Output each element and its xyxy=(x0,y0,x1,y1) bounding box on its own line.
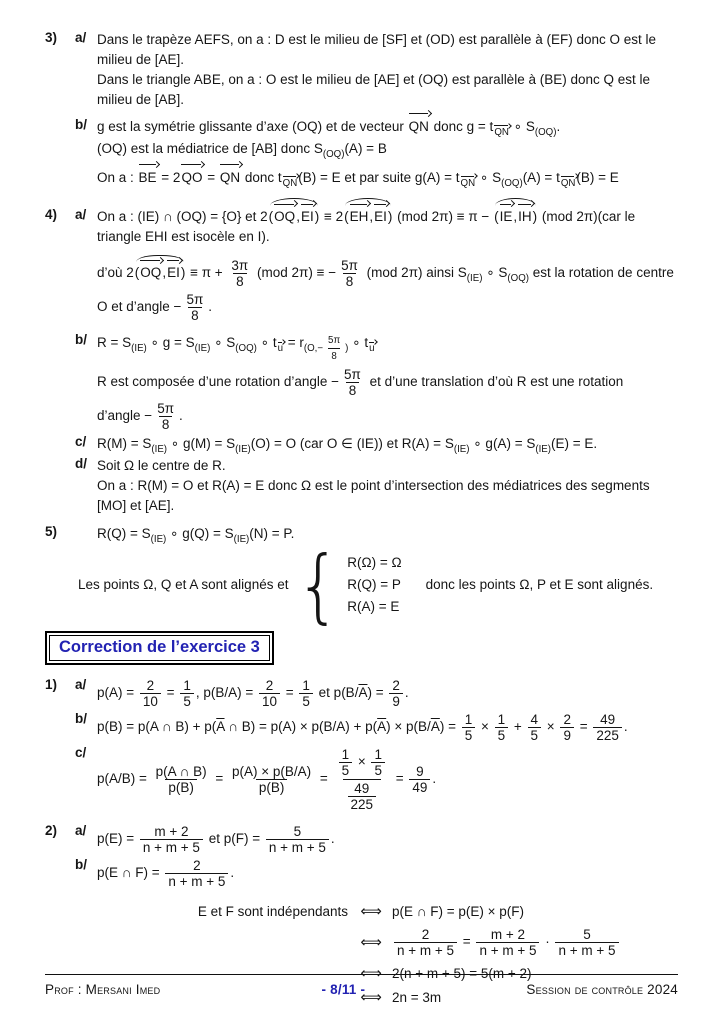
item-number xyxy=(45,366,75,399)
vector-arrow: QN xyxy=(282,177,298,189)
item-number xyxy=(45,711,75,744)
equivalence-arrow-icon: ⟺ xyxy=(360,989,382,1007)
item-label xyxy=(75,70,97,89)
line-content: p(B) = p(A ∩ $B) + p(\overline{A}$ ∩ $B) = p(A) \times p(B/A) + p(\overline{A}) \times p(B/\overline{A})$ = $\frac{1}{5}$ × $\frac{1}{5}$ + $\frac{4}{5}$ × $\frac{2}{9}$ = $\frac{49}{225}$ . xyxy=(97,711,628,743)
subscript: (OQ) xyxy=(322,148,345,160)
fraction xyxy=(228,258,251,289)
item-label xyxy=(75,139,97,160)
fraction-denominator: 225 xyxy=(593,727,622,743)
line-content: p(E ∩ F) = $\frac{2}{n + m + 5}$ . xyxy=(97,857,235,889)
fraction xyxy=(409,764,430,795)
exercise3-title-box xyxy=(45,631,274,665)
math-line xyxy=(45,139,678,160)
line-content: Soit Ω le centre de R. xyxy=(97,458,226,474)
math-line xyxy=(45,677,678,710)
exercise2-correction-lines xyxy=(45,30,678,545)
item-label: b/ xyxy=(75,856,87,872)
item-label xyxy=(75,90,97,109)
fraction-numerator: 5π xyxy=(344,367,361,383)
equivalence-rhs: p(E ∩ F) = p(E) × p(F) xyxy=(392,903,524,919)
line-content: $R(Q) = S_{(IE)}$ ∘ $g(Q) = S_{(IE)}(N) = P$. xyxy=(97,526,295,546)
fraction xyxy=(154,401,177,432)
line-content: d’angle − $\frac{5\pi}{8}$ . xyxy=(97,401,183,433)
vector-arrow: OQ xyxy=(140,265,162,281)
equivalence-arrow-icon: ⟺ xyxy=(360,903,382,921)
fraction-denominator: n + m + 5 xyxy=(140,839,203,855)
exercise3-correction-lines xyxy=(45,677,678,890)
item-label: a/ xyxy=(75,207,87,223)
math-line xyxy=(45,30,678,49)
vector-arrow: QN xyxy=(494,127,509,139)
fraction xyxy=(348,781,377,812)
system-equation: R(A) = E xyxy=(347,599,400,615)
line-content: On a : R(M) = O et R(A) = E donc Ω est le point d’intersection des médiatrices des segments xyxy=(97,478,650,494)
item-label: c/ xyxy=(75,434,87,450)
item-number xyxy=(45,332,75,365)
vector-arrow: IH xyxy=(518,209,532,225)
fraction-numerator: 1 xyxy=(464,711,473,727)
equivalence-rhs: 2(n + m + 5) = 5(m + 2) xyxy=(392,965,532,981)
fraction-denominator: 8 xyxy=(346,382,360,398)
fraction xyxy=(528,712,542,743)
math-line xyxy=(45,711,678,744)
math-line xyxy=(45,227,678,246)
fraction-denominator: n + m + 5 xyxy=(555,942,618,958)
fraction xyxy=(183,292,206,323)
system-left-text: Les points Ω, Q et A sont alignés et xyxy=(78,577,289,593)
subscript: (IE) xyxy=(466,273,483,285)
equivalence-row xyxy=(45,902,678,921)
vector-arrow: BE xyxy=(138,169,157,185)
math-line xyxy=(45,823,678,856)
line-content: Dans le trapèze AEFS, on a : D est le milieu de [SF] et (OD) est parallèle à (EF) donc O est le xyxy=(97,32,656,47)
math-line xyxy=(45,745,678,814)
fraction xyxy=(299,678,313,709)
fraction-denominator: 225 xyxy=(348,796,377,812)
angle-arc: (OQ,EI) xyxy=(134,265,186,281)
subscript xyxy=(493,127,510,138)
fraction-numerator: $\frac{1}{5}$ × $\frac{1}{5}$ xyxy=(334,746,390,779)
item-number xyxy=(45,745,75,814)
vector-arrow: EH xyxy=(349,209,369,225)
item-number xyxy=(45,168,75,189)
fraction-denominator: n + m + 5 xyxy=(165,873,228,889)
footer-rule xyxy=(45,974,678,975)
fraction-numerator: 5 xyxy=(583,926,591,942)
item-label: a/ xyxy=(75,676,87,692)
line-content: Dans le triangle ABE, on a : O est le milieu de [AE] et (OQ) est parallèle à (BE) donc Q est le xyxy=(97,72,651,87)
fraction-denominator: 5 xyxy=(495,727,509,743)
line-content: On a : BE = 2QO = QN donc $t_{QN}(B) = E$ et par suite $g(A) = t_{QN}$ ∘ $S_{(OQ)}(A) = t_{QN}(B) = E$ xyxy=(97,169,619,189)
line-content: $R(M) = S_{(IE)}$ ∘ $g(M) = S_{(IE)}(O) = O$ (car O ∈ (IE)) et $R(A) = S_{(IE)}$ ∘ $g(A) = S_{(IE)}(E) = E$. xyxy=(97,436,598,456)
fraction-denominator: 5 xyxy=(462,727,476,743)
item-label xyxy=(75,168,97,189)
item-number xyxy=(45,90,75,109)
fraction-numerator: 5 xyxy=(293,823,302,839)
subscript: (IE) xyxy=(235,444,251,456)
fraction xyxy=(371,747,385,778)
line-content: O et d’angle − $\frac{5\pi}{8}$ . xyxy=(97,292,213,324)
system-equation: R(Ω) = Ω xyxy=(347,555,402,571)
line-content: (OQ) est la médiatrice de [AB] donc $S_{(OQ)}(A) = B$ xyxy=(97,140,387,160)
line-content: p(E) = $\frac{m + 2}{n + m + 5}$ et p(F) = $\frac{5}{n + m + 5}$ . xyxy=(97,823,335,855)
fraction xyxy=(338,258,361,289)
line-content: p(A) = $\frac{2}{10}$ = $\frac{1}{5}$ , p(B/A) = $\frac{2}{10}$ = $\frac{1}{5}$ et $p(B/\overline{A})$ = $\frac{2}{9}$ . xyxy=(97,677,409,709)
subscript xyxy=(460,178,477,189)
fraction-denominator: n + m + 5 xyxy=(266,839,329,855)
math-line xyxy=(45,524,678,545)
subscript xyxy=(368,343,375,354)
item-label: a/ xyxy=(75,30,87,45)
line-content: milieu de [AE]. xyxy=(97,52,185,67)
item-label xyxy=(75,476,97,495)
line-content: On a : (IE) ∩ (OQ) = {O} et 2(OQ,EI) ≡ 2(EH,EI) (mod 2π) ≡ π − (IE,IH) (mod 2π)(car le xyxy=(97,209,636,225)
fraction-numerator: p(A) × p(B/A) xyxy=(232,763,312,779)
fraction-denominator: 8 xyxy=(188,307,202,323)
vector-arrow: IE xyxy=(499,209,513,225)
fraction xyxy=(593,712,622,743)
fraction xyxy=(259,678,280,709)
fraction xyxy=(555,927,618,958)
fraction-numerator: 1 xyxy=(302,677,310,693)
fraction-numerator: p(A ∩ B) xyxy=(155,763,207,779)
item-number: 5) xyxy=(45,524,58,540)
fraction-denominator: 9 xyxy=(389,693,403,709)
fraction xyxy=(339,747,353,778)
vector-arrow: QN xyxy=(560,177,576,189)
fraction-numerator: 1 xyxy=(183,677,191,693)
subscript xyxy=(282,178,299,189)
footer-author: Prof : Mersani Imed xyxy=(45,982,161,997)
item-number xyxy=(45,139,75,160)
fraction-numerator: 5π xyxy=(186,292,204,308)
line-content: d’où 2(OQ,EI) ≡ π + $\frac{3\pi}{8}$ (mod 2π) ≡ − $\frac{5\pi}{8}$ (mod 2π) ainsi $S_{(IE)}$ ∘ $S_{(OQ)}$ est la rotation de centre xyxy=(97,258,674,290)
angle-arc: (IE,IH) xyxy=(494,209,538,225)
item-label xyxy=(75,227,97,246)
item-number xyxy=(45,257,75,290)
fraction-denominator: 5 xyxy=(528,727,542,743)
footer-page-number: - 8/11 - xyxy=(321,982,366,997)
fraction-denominator: 8 xyxy=(159,416,173,432)
vector-arrow: QN xyxy=(408,119,429,134)
fraction xyxy=(140,824,203,855)
fraction xyxy=(394,927,457,958)
fraction-denominator: 5 xyxy=(299,693,313,709)
subscript: (OQ) xyxy=(534,127,557,139)
item-label: a/ xyxy=(75,822,87,838)
system-right-text: donc les points Ω, P et E sont alignés. xyxy=(425,577,654,593)
vector-arrow: u xyxy=(277,343,283,355)
equivalence-row xyxy=(45,926,678,959)
footer-session: Session de contrôle 2024 xyxy=(526,982,678,997)
item-label xyxy=(75,50,97,69)
line-content: R est composée d’une rotation d’angle − $\frac{5\pi}{8}$ et d’une translation d’où R est une rotation xyxy=(97,367,624,399)
subscript: (IE) xyxy=(535,444,551,456)
system-brace: { xyxy=(295,537,342,633)
item-number xyxy=(45,434,75,455)
math-line xyxy=(45,496,678,515)
line-content: [MO] et [AE]. xyxy=(97,498,175,514)
item-label: c/ xyxy=(75,744,87,760)
fraction-numerator: m + 2 xyxy=(154,823,189,839)
vector-arrow: QO xyxy=(181,169,203,185)
fraction-denominator: 5 xyxy=(339,762,353,778)
math-line xyxy=(45,456,678,475)
fraction-numerator: 2 xyxy=(563,711,571,727)
fraction-numerator: 2 xyxy=(193,857,201,873)
subscript: (OQ) xyxy=(507,273,529,285)
fraction-numerator: 5π xyxy=(328,335,341,347)
fraction-denominator: 10 xyxy=(140,693,161,709)
item-number xyxy=(45,857,75,890)
fraction-numerator: 9 xyxy=(416,763,424,779)
fraction xyxy=(229,764,314,795)
fraction-denominator: 8 xyxy=(233,273,247,289)
fraction-numerator: 49 xyxy=(354,780,370,796)
item-label xyxy=(75,366,97,399)
math-line xyxy=(45,366,678,399)
fraction-denominator: p(B) xyxy=(256,779,288,795)
section-title-row xyxy=(45,631,678,665)
fraction xyxy=(495,712,509,743)
item-number xyxy=(45,496,75,515)
system-equation: R(Q) = P xyxy=(347,577,401,593)
math-line xyxy=(45,161,678,189)
item-number: 3) xyxy=(45,30,58,45)
item-number xyxy=(45,456,75,475)
subscript: (OQ) xyxy=(235,343,257,355)
subscript: (O,− 5π 8 ) xyxy=(303,335,349,363)
item-label: b/ xyxy=(75,710,87,726)
fraction-numerator: 2 xyxy=(392,677,400,693)
fraction-denominator: 9 xyxy=(560,727,574,743)
fraction-numerator: 5π xyxy=(341,258,358,274)
fraction-numerator: 3π xyxy=(231,258,249,274)
fraction-numerator: 4 xyxy=(530,711,539,727)
subscript xyxy=(277,343,284,354)
item-label: b/ xyxy=(75,332,87,348)
math-line xyxy=(45,400,678,433)
math-line xyxy=(45,476,678,495)
item-label xyxy=(75,524,97,545)
system-equations xyxy=(347,555,401,614)
math-line xyxy=(45,197,678,226)
line-content: milieu de [AB]. xyxy=(97,92,185,107)
fraction-numerator: 5π xyxy=(157,401,175,417)
equivalence-arrow-icon: ⟺ xyxy=(360,934,382,952)
item-number: 4) xyxy=(45,207,58,223)
complement-overline: $\overline{A}$ xyxy=(358,685,368,701)
item-number xyxy=(45,291,75,324)
fraction xyxy=(341,367,364,398)
fraction-numerator: 2 xyxy=(146,677,155,693)
page-footer xyxy=(45,982,678,997)
equivalence-lead: E et F sont indépendants xyxy=(197,903,348,919)
subscript: (OQ) xyxy=(501,177,523,189)
fraction xyxy=(266,824,329,855)
fraction-numerator: 2 xyxy=(421,926,430,942)
item-number xyxy=(45,117,75,138)
math-line xyxy=(45,434,678,455)
exercise3-title: Correction de l’exercice 3 xyxy=(49,635,270,661)
fraction-numerator: 2 xyxy=(265,677,274,693)
fraction-denominator: 5 xyxy=(371,762,385,778)
subscript: (IE) xyxy=(131,343,147,355)
fraction-numerator: 1 xyxy=(374,746,382,762)
item-label xyxy=(75,257,97,290)
fraction xyxy=(389,678,403,709)
subscript: (IE) xyxy=(150,534,167,546)
complement-overline: $\overline{A}$ xyxy=(430,719,440,735)
fraction-denominator: 8 xyxy=(343,273,357,289)
vector-arrow: OQ xyxy=(274,209,296,225)
math-line xyxy=(45,857,678,890)
item-number xyxy=(45,50,75,69)
subscript: (IE) xyxy=(233,534,250,546)
item-label xyxy=(75,496,97,515)
math-line xyxy=(45,291,678,324)
fraction xyxy=(462,712,476,743)
item-label: d/ xyxy=(75,456,87,472)
subscript: (IE) xyxy=(453,444,470,456)
fraction-denominator: 10 xyxy=(259,693,280,709)
fraction-denominator: 8 xyxy=(328,348,339,364)
fraction-numerator: 1 xyxy=(341,746,350,762)
fraction-denominator: p(B) xyxy=(165,779,197,795)
math-line xyxy=(45,110,678,138)
fraction xyxy=(165,858,228,889)
item-number xyxy=(45,476,75,495)
equivalence-arrow-icon: ⟺ xyxy=(360,965,382,983)
complement-overline: $\overline{A}$ xyxy=(216,719,225,735)
fraction-numerator: 1 xyxy=(497,711,506,727)
fraction xyxy=(334,746,390,813)
equivalence-rhs: $\frac{2}{n + m + 5}$ = $\frac{m + 2}{n + m + 5}$ · $\frac{5}{n + m + 5}$ xyxy=(392,926,621,959)
subscript: (IE) xyxy=(194,343,211,355)
fraction-denominator: 49 xyxy=(409,779,430,795)
math-line xyxy=(45,90,678,109)
item-label xyxy=(75,291,97,324)
item-number xyxy=(45,227,75,246)
fraction-numerator: 49 xyxy=(600,711,616,727)
line-content: p(A/B) = $\frac{p(A \cap B)}{p(B)}$ = $\frac{p(A) \times p(B/A)}{p(B)}$ = $\frac{1}{5}$ × $\frac{1}{5}$ $\frac{49}{225}$ = $\frac{9}{49}$ . xyxy=(97,746,437,812)
angle-arc: (EH,EI) xyxy=(344,209,393,225)
fraction xyxy=(560,712,574,743)
fraction-denominator: 5 xyxy=(180,693,194,709)
fraction-denominator xyxy=(343,779,382,813)
line-content: $R = S_{(IE)}$ ∘ $g = S_{(IE)}$ ∘ $S_{(OQ)}$ ∘ $t_u = r_{(O,- \frac{5\pi}{8} )}$ ∘ $t_u$ xyxy=(97,335,375,363)
vector-arrow: QN xyxy=(460,177,476,189)
item-label: b/ xyxy=(75,117,87,132)
line-content: g est la symétrie glissante d’axe (OQ) et de vecteur QN donc $g = t_{QN}$ ∘ $S_{(OQ)}$. xyxy=(97,119,561,139)
equivalence-rhs: 2n = 3m xyxy=(392,989,442,1005)
item-number xyxy=(45,70,75,89)
fraction-denominator: n + m + 5 xyxy=(476,942,539,958)
vector-arrow: QN xyxy=(219,169,241,185)
fraction-numerator: m + 2 xyxy=(490,926,526,942)
vector-arrow: EI xyxy=(167,265,180,281)
complement-overline: $\overline{A}$ xyxy=(377,719,387,735)
vector-arrow: EI xyxy=(300,209,314,225)
item-number: 1) xyxy=(45,676,58,692)
fraction-denominator: n + m + 5 xyxy=(394,942,457,958)
line-content: triangle EHI est isocèle en I). xyxy=(97,229,270,245)
item-number: 2) xyxy=(45,822,58,838)
math-line xyxy=(45,325,678,365)
math-line xyxy=(45,70,678,89)
subscript: (IE) xyxy=(151,444,168,456)
math-line xyxy=(45,50,678,69)
item-number xyxy=(45,400,75,433)
vector-arrow: EI xyxy=(374,209,387,225)
fraction xyxy=(140,678,161,709)
item-label xyxy=(75,400,97,433)
math-line xyxy=(45,247,678,290)
fraction xyxy=(476,927,539,958)
fraction xyxy=(325,333,343,364)
fraction xyxy=(153,764,210,795)
fraction xyxy=(180,678,194,709)
subscript xyxy=(560,178,577,189)
angle-arc: (OQ,EI) xyxy=(268,209,320,225)
vector-arrow: u xyxy=(369,343,375,355)
